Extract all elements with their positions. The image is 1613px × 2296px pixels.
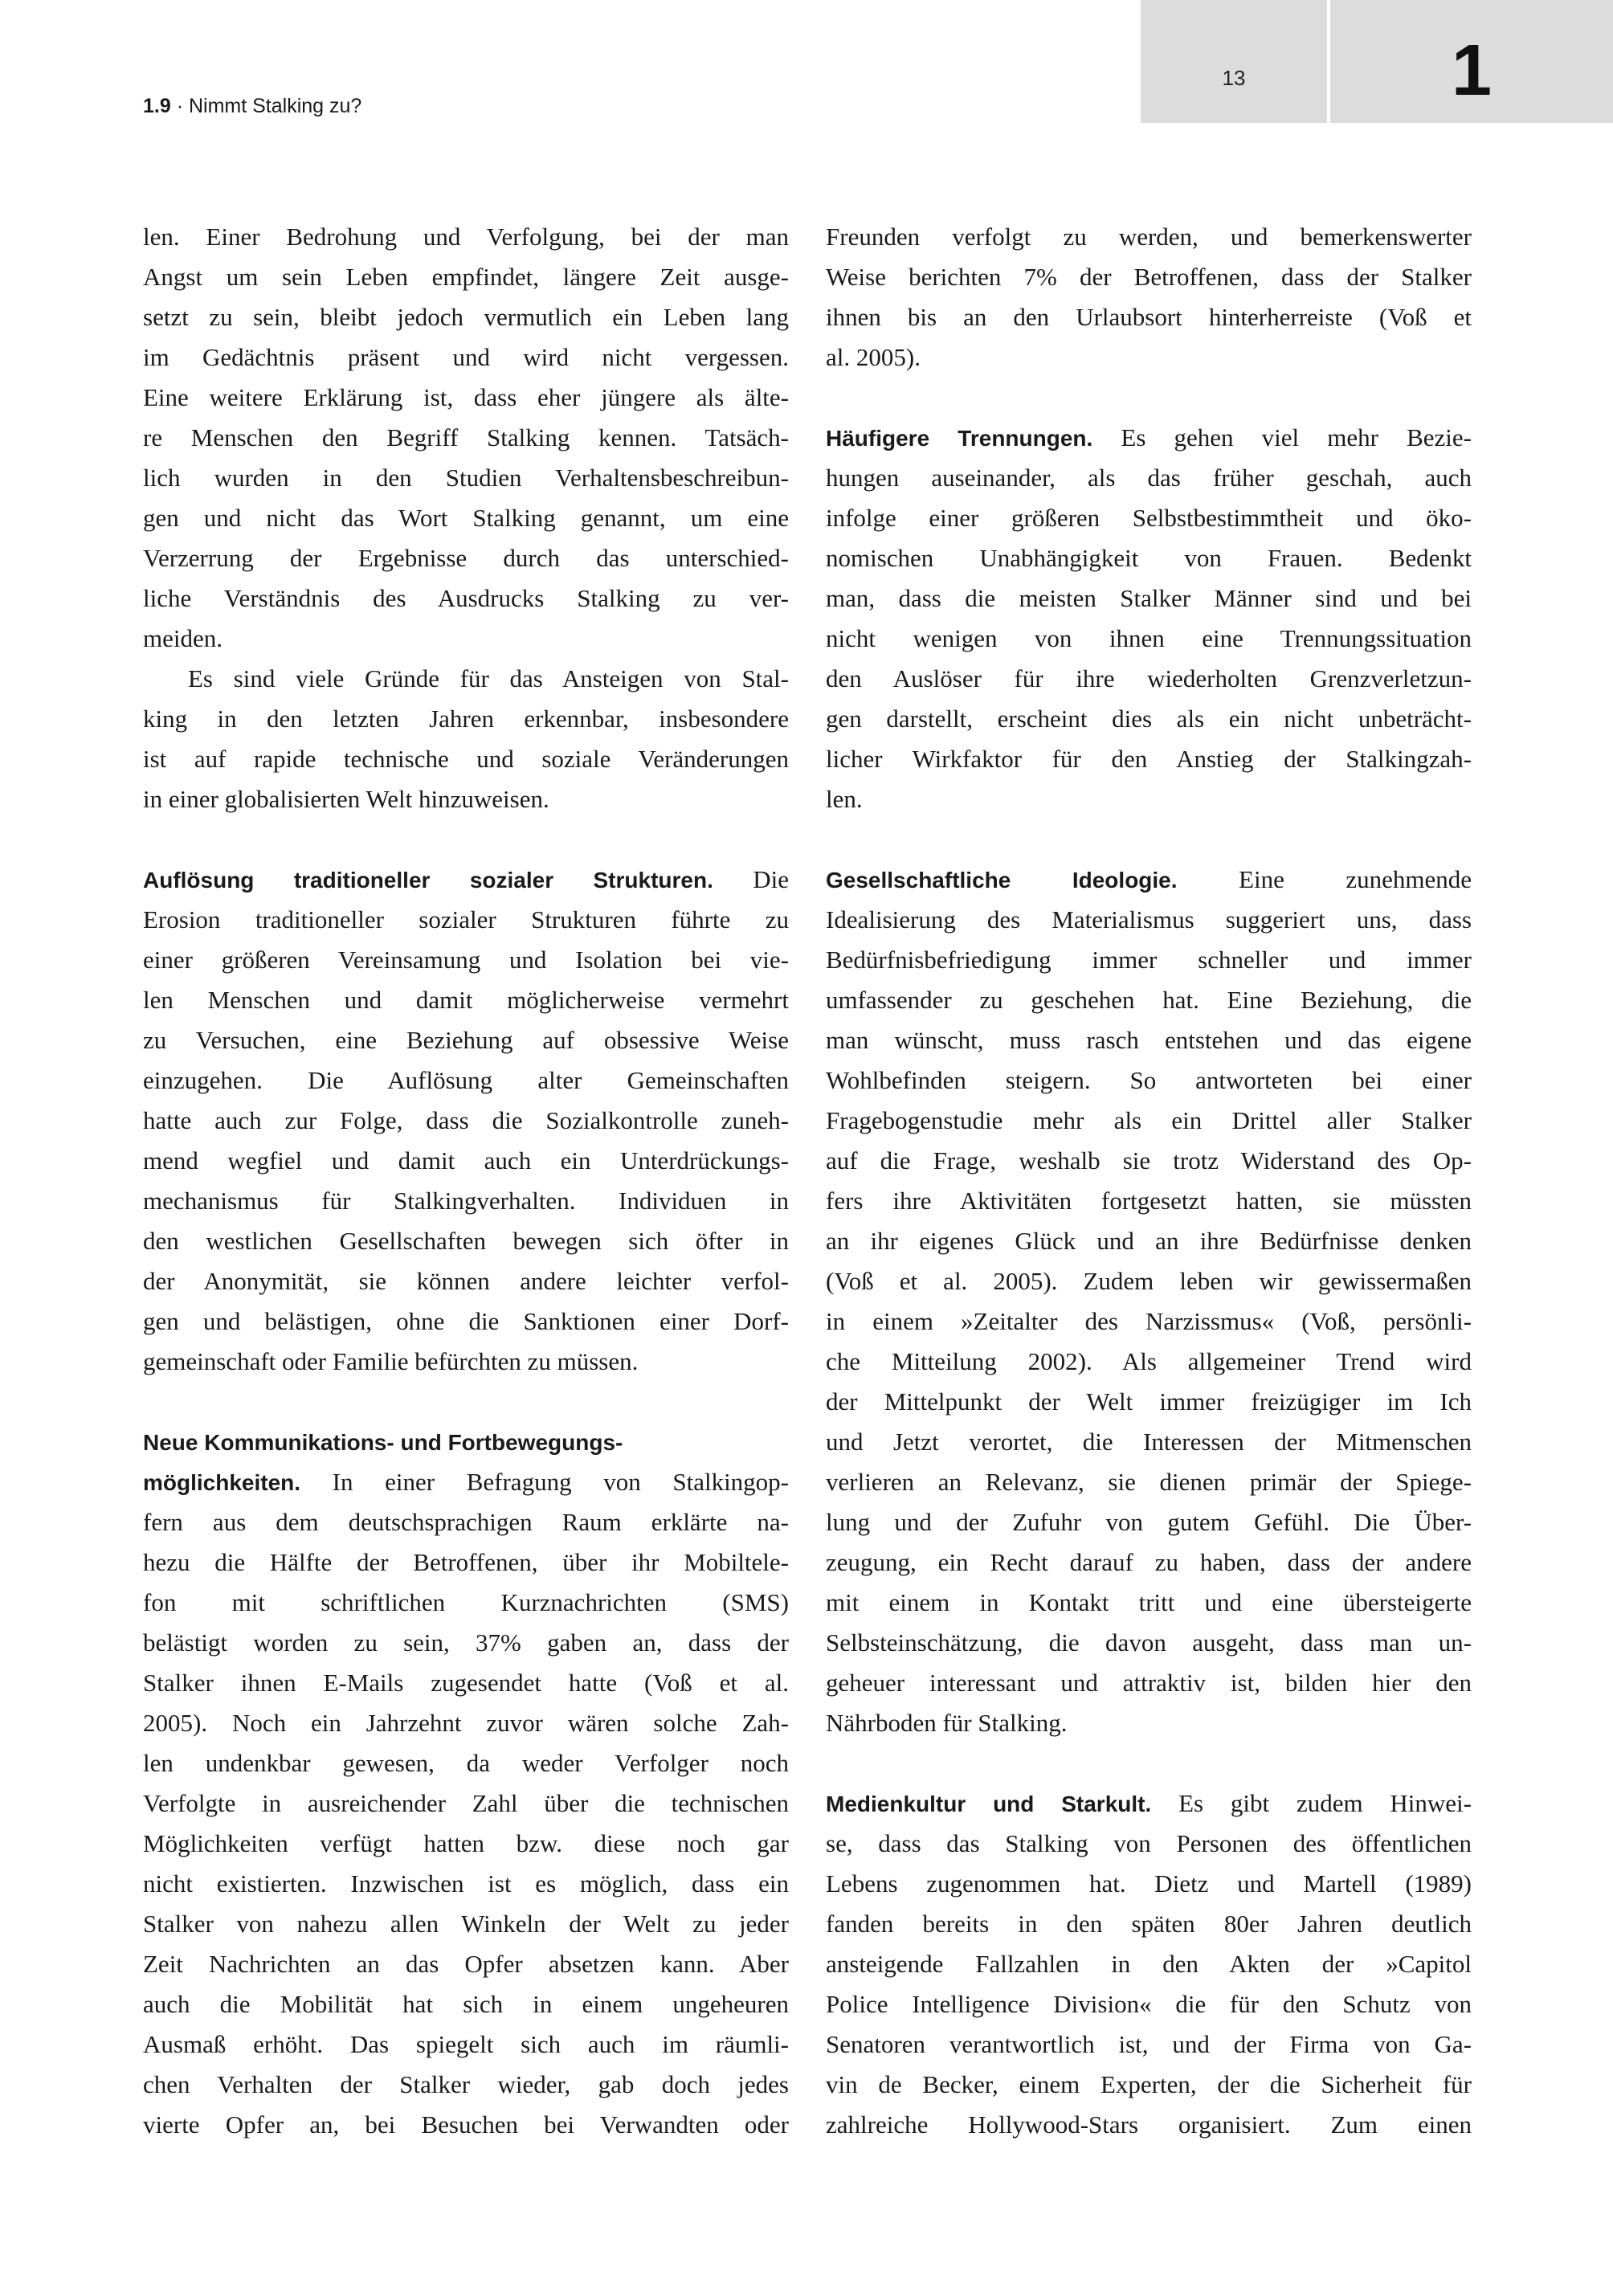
line-text: mit einem in Kontakt tritt und eine übersteigerte: [826, 1588, 1472, 1616]
text-line: [826, 1824, 1472, 1864]
line-text: vierte Opfer an, bei Besuchen bei Verwandten oder: [143, 2110, 789, 2139]
line-text: ansteigende Fallzahlen in den Akten der »Capitol: [826, 1950, 1472, 1978]
paragraph-heading: möglichkeiten.: [143, 1470, 301, 1495]
line-text: den westlichen Gesellschaften bewegen sich öfter in: [143, 1227, 789, 1255]
text-line: [143, 1342, 789, 1382]
text-line: [143, 1944, 789, 1984]
line-text: Ausmaß erhöht. Das spiegelt sich auch im räumli-: [143, 2030, 789, 2058]
text-line: [143, 1141, 789, 1181]
text-line: [143, 1583, 789, 1623]
line-text: meiden.: [143, 624, 223, 652]
text-line: [143, 1783, 789, 1824]
line-text: Es gibt zudem Hinwei-: [1151, 1789, 1472, 1817]
line-text: man wünscht, muss rasch entstehen und das eigene: [826, 1026, 1472, 1054]
line-text: und Jetzt verortet, die Interessen der Mitmenschen: [826, 1428, 1472, 1456]
line-text: verlieren an Relevanz, sie dienen primär der Spiege-: [826, 1468, 1472, 1496]
text-line: [143, 418, 789, 458]
text-line: [143, 1502, 789, 1542]
text-line: [143, 1060, 789, 1101]
line-text: se, dass das Stalking von Personen des öffentlichen: [826, 1829, 1472, 1857]
line-text: zahlreiche Hollywood-Stars organisiert. Zum einen: [826, 2110, 1472, 2139]
text-line: [826, 1060, 1472, 1101]
text-line: [826, 1141, 1472, 1181]
line-text: king in den letzten Jahren erkennbar, insbesondere: [143, 705, 789, 733]
text-line: [826, 418, 1472, 458]
line-text: gemeinschaft oder Familie befürchten zu müssen.: [143, 1347, 639, 1375]
line-text: Nährboden für Stalking.: [826, 1709, 1068, 1737]
line-text: hezu die Hälfte der Betroffenen, über ihr Mobiltele-: [143, 1548, 789, 1576]
text-line: [826, 538, 1472, 578]
text-line: [826, 1944, 1472, 1984]
text-line: [143, 2105, 789, 2145]
line-text: Möglichkeiten verfügt hatten bzw. diese noch gar: [143, 1829, 789, 1857]
text-line: [826, 1181, 1472, 1221]
text-line: [826, 1984, 1472, 2024]
text-line: [143, 1984, 789, 2024]
line-text: gen darstellt, erscheint dies als ein nicht unbeträcht-: [826, 705, 1472, 733]
line-text: Es gehen viel mehr Bezie-: [1092, 423, 1472, 451]
line-text: mend wegfiel und damit auch ein Unterdrückungs-: [143, 1146, 789, 1175]
text-line: [143, 1864, 789, 1904]
text-line: [826, 1623, 1472, 1663]
text-line: [143, 900, 789, 940]
text-line: [826, 980, 1472, 1020]
line-text: Wohlbefinden steigern. So antworteten bei einer: [826, 1066, 1472, 1094]
line-text: licher Wirkfaktor für den Anstieg der Stalkingzah-: [826, 745, 1472, 773]
paragraph: [143, 217, 789, 659]
text-line: [143, 1462, 789, 1502]
text-line: [826, 1101, 1472, 1141]
line-text: Freunden verfolgt zu werden, und bemerkenswerter: [826, 223, 1472, 251]
text-line: [143, 860, 789, 900]
line-text: Erosion traditioneller sozialer Strukturen führte zu: [143, 905, 789, 934]
line-text: lung und der Zufuhr von gutem Gefühl. Die Über-: [826, 1508, 1472, 1536]
line-text: setzt zu sein, bleibt jedoch vermutlich ein Leben lang: [143, 303, 789, 331]
text-line: [143, 1663, 789, 1703]
line-text: Eine zunehmende: [1177, 865, 1472, 893]
text-line: [826, 1462, 1472, 1502]
line-text: (Voß et al. 2005). Zudem leben wir gewissermaßen: [826, 1267, 1472, 1295]
line-text: nicht existierten. Inzwischen ist es möglich, dass ein: [143, 1869, 789, 1898]
line-text: Idealisierung des Materialismus suggeriert uns, dass: [826, 905, 1472, 934]
text-line: [143, 699, 789, 739]
text-line: [143, 1703, 789, 1743]
text-line: [143, 337, 789, 378]
line-text: len.: [826, 785, 863, 813]
line-text: re Menschen den Begriff Stalking kennen. Tatsäch-: [143, 423, 789, 451]
text-line: [826, 1422, 1472, 1462]
text-line: [143, 297, 789, 337]
text-line: [143, 378, 789, 418]
line-text: in einem »Zeitalter des Narzissmus« (Voß, persönli-: [826, 1307, 1472, 1335]
chapter-tab: [1330, 0, 1613, 123]
line-text: liche Verständnis des Ausdrucks Stalking zu ver-: [143, 584, 789, 612]
text-line: [143, 1101, 789, 1141]
separator: ·: [170, 95, 189, 117]
line-text: den Auslöser für ihre wiederholten Grenzverletzun-: [826, 664, 1472, 692]
line-text: Lebens zugenommen hat. Dietz und Martell (1989): [826, 1869, 1472, 1898]
text-line: [143, 2065, 789, 2105]
line-text: zeugung, ein Recht darauf zu haben, dass der andere: [826, 1548, 1472, 1576]
line-text: gen und nicht das Wort Stalking genannt, um eine: [143, 504, 789, 532]
text-line: [826, 1261, 1472, 1301]
paragraph: [143, 659, 789, 819]
line-text: der Mittelpunkt der Welt immer freizügiger im Ich: [826, 1387, 1472, 1416]
line-text: vin de Becker, einem Experten, der die Sicherheit für: [826, 2070, 1472, 2098]
line-text: geheuer interessant und attraktiv ist, bilden hier den: [826, 1669, 1472, 1697]
line-text: Eine weitere Erklärung ist, dass eher jüngere als älte-: [143, 383, 789, 411]
paragraph: [826, 217, 1472, 378]
text-line: [826, 1502, 1472, 1542]
section-number: 1.9: [143, 95, 171, 117]
paragraph-heading: Auflösung traditioneller sozialer Strukturen.: [143, 868, 713, 893]
running-head: [143, 95, 361, 118]
text-line: [826, 578, 1472, 619]
line-text: nomischen Unabhängigkeit von Frauen. Bedenkt: [826, 544, 1472, 572]
line-text: Fragebogenstudie mehr als ein Drittel aller Stalker: [826, 1106, 1472, 1134]
text-line: [143, 980, 789, 1020]
paragraph-heading: Medienkultur und Starkult.: [826, 1791, 1152, 1816]
line-text: im Gedächtnis präsent und wird nicht vergessen.: [143, 343, 789, 371]
text-line: [143, 940, 789, 980]
text-line: [143, 2024, 789, 2065]
line-text: Stalker ihnen E-Mails zugesendet hatte (Voß et al.: [143, 1669, 789, 1697]
line-text: der Anonymität, sie können andere leichter verfol-: [143, 1267, 789, 1295]
line-text: an ihr eigenes Glück und an ihre Bedürfnisse denken: [826, 1227, 1472, 1255]
line-text: len Menschen und damit möglicherweise vermehrt: [143, 986, 789, 1014]
line-text: mechanismus für Stalkingverhalten. Individuen in: [143, 1187, 789, 1215]
text-line: [826, 1542, 1472, 1583]
text-line: [143, 1221, 789, 1261]
text-line: [143, 1301, 789, 1342]
line-text: Zeit Nachrichten an das Opfer absetzen kann. Aber: [143, 1950, 789, 1978]
line-text: Police Intelligence Division« die für den Schutz von: [826, 1990, 1472, 2018]
line-text: chen Verhalten der Stalker wieder, gab doch jedes: [143, 2070, 789, 2098]
line-text: In einer Befragung von Stalkingop-: [300, 1468, 789, 1496]
line-text: lich wurden in den Studien Verhaltensbeschreibun-: [143, 464, 789, 492]
text-line: [143, 1542, 789, 1583]
paragraph-heading: Häufigere Trennungen.: [826, 426, 1093, 451]
text-line: [826, 458, 1472, 498]
text-line: [143, 739, 789, 779]
line-text: Stalker von nahezu allen Winkeln der Welt zu jeder: [143, 1910, 789, 1938]
text-line: [143, 619, 789, 659]
text-line: [826, 2065, 1472, 2105]
line-text: len undenkbar gewesen, da weder Verfolger noch: [143, 1749, 789, 1777]
line-text: ihnen bis an den Urlaubsort hinterherreiste (Voß et: [826, 303, 1472, 331]
line-text: fers ihre Aktivitäten fortgesetzt hatten, sie müssten: [826, 1187, 1472, 1215]
line-text: Bedürfnisbefriedigung immer schneller und immer: [826, 946, 1472, 974]
text-line: [826, 2105, 1472, 2145]
text-line: [826, 1342, 1472, 1382]
text-line: [826, 337, 1472, 378]
line-text: belästigt worden zu sein, 37% gaben an, dass der: [143, 1628, 789, 1657]
text-line: [826, 498, 1472, 538]
text-line: [826, 1583, 1472, 1623]
text-line: [826, 2024, 1472, 2065]
line-text: Angst um sein Leben empfindet, längere Zeit ausge-: [143, 263, 789, 291]
text-line: [143, 498, 789, 538]
text-line: [143, 538, 789, 578]
page-number-tab: [1141, 0, 1327, 123]
paragraph: [826, 860, 1472, 1743]
line-text: einer größeren Vereinsamung und Isolation bei vie-: [143, 946, 789, 974]
text-line: [826, 1904, 1472, 1944]
text-line: [826, 1783, 1472, 1824]
line-text: gen und belästigen, ohne die Sanktionen einer Dorf-: [143, 1307, 789, 1335]
paragraph-heading: Gesellschaftliche Ideologie.: [826, 868, 1178, 893]
line-text: Es sind viele Gründe für das Ansteigen von Stal-: [188, 664, 789, 692]
text-line: [143, 578, 789, 619]
text-line: [143, 659, 789, 699]
text-line: [826, 1221, 1472, 1261]
text-line: [826, 659, 1472, 699]
line-text: fern aus dem deutschsprachigen Raum erklärte na-: [143, 1508, 789, 1536]
paragraph: [143, 860, 789, 1382]
line-text: fanden bereits in den späten 80er Jahren deutlich: [826, 1910, 1472, 1938]
line-text: Verfolgte in ausreichender Zahl über die technischen: [143, 1789, 789, 1817]
text-line: [143, 1623, 789, 1663]
text-line: [826, 1864, 1472, 1904]
text-line: [826, 940, 1472, 980]
text-line: [826, 900, 1472, 940]
paragraph-heading: Neue Kommunikations- und Fortbewegungs-: [143, 1430, 623, 1455]
text-line: [826, 1020, 1472, 1060]
paragraph: [826, 418, 1472, 819]
paragraph: [826, 1783, 1472, 2145]
line-text: che Mitteilung 2002). Als allgemeiner Trend wird: [826, 1347, 1472, 1375]
text-line: [143, 1261, 789, 1301]
line-text: nicht wenigen von ihnen eine Trennungssituation: [826, 624, 1472, 652]
paragraph: [143, 1422, 789, 2145]
text-line: [826, 1382, 1472, 1422]
text-line: [143, 1020, 789, 1060]
text-line: [826, 739, 1472, 779]
left-column: [143, 217, 789, 2185]
chapter-number: 1: [1451, 31, 1493, 111]
line-text: al. 2005).: [826, 343, 921, 371]
line-text: umfassender zu geschehen hat. Eine Beziehung, die: [826, 986, 1472, 1014]
line-text: ist auf rapide technische und soziale Veränderungen: [143, 745, 789, 773]
line-text: hungen auseinander, als das früher geschah, auch: [826, 464, 1472, 492]
text-line: [826, 297, 1472, 337]
line-text: fon mit schriftlichen Kurznachrichten (SMS): [143, 1588, 789, 1616]
text-line: [826, 699, 1472, 739]
line-text: auf die Frage, weshalb sie trotz Widerstand des Op-: [826, 1146, 1472, 1175]
line-text: Selbsteinschätzung, die davon ausgeht, dass man un-: [826, 1628, 1472, 1657]
text-line: [826, 217, 1472, 257]
text-line: [826, 257, 1472, 297]
line-text: len. Einer Bedrohung und Verfolgung, bei der man: [143, 223, 789, 251]
text-line: [826, 619, 1472, 659]
line-text: hatte auch zur Folge, dass die Sozialkontrolle zuneh-: [143, 1106, 789, 1134]
line-text: Verzerrung der Ergebnisse durch das unterschied-: [143, 544, 789, 572]
right-column: [826, 217, 1472, 2185]
text-line: [826, 1703, 1472, 1743]
page-number: 13: [1222, 66, 1246, 90]
line-text: man, dass die meisten Stalker Männer sind und bei: [826, 584, 1472, 612]
text-line: [826, 1301, 1472, 1342]
text-line: [143, 1743, 789, 1783]
text-line: [143, 1824, 789, 1864]
text-line: [143, 458, 789, 498]
text-line: [143, 257, 789, 297]
line-text: Weise berichten 7% der Betroffenen, dass der Stalker: [826, 263, 1472, 291]
text-line: [826, 860, 1472, 900]
section-title: Nimmt Stalking zu?: [188, 95, 362, 117]
line-text: auch die Mobilität hat sich in einem ungeheuren: [143, 1990, 789, 2018]
line-text: 2005). Noch ein Jahrzehnt zuvor wären solche Zah-: [143, 1709, 789, 1737]
line-text: zu Versuchen, eine Beziehung auf obsessive Weise: [143, 1026, 789, 1054]
text-line: [143, 1904, 789, 1944]
text-line: [143, 1422, 789, 1462]
text-line: [826, 779, 1472, 819]
text-line: [826, 1663, 1472, 1703]
line-text: einzugehen. Die Auflösung alter Gemeinschaften: [143, 1066, 789, 1094]
line-text: Die: [713, 865, 789, 893]
line-text: in einer globalisierten Welt hinzuweisen.: [143, 785, 549, 813]
text-line: [143, 1181, 789, 1221]
text-line: [143, 779, 789, 819]
line-text: infolge einer größeren Selbstbestimmtheit und öko-: [826, 504, 1472, 532]
text-line: [143, 217, 789, 257]
line-text: Senatoren verantwortlich ist, und der Firma von Ga-: [826, 2030, 1472, 2058]
